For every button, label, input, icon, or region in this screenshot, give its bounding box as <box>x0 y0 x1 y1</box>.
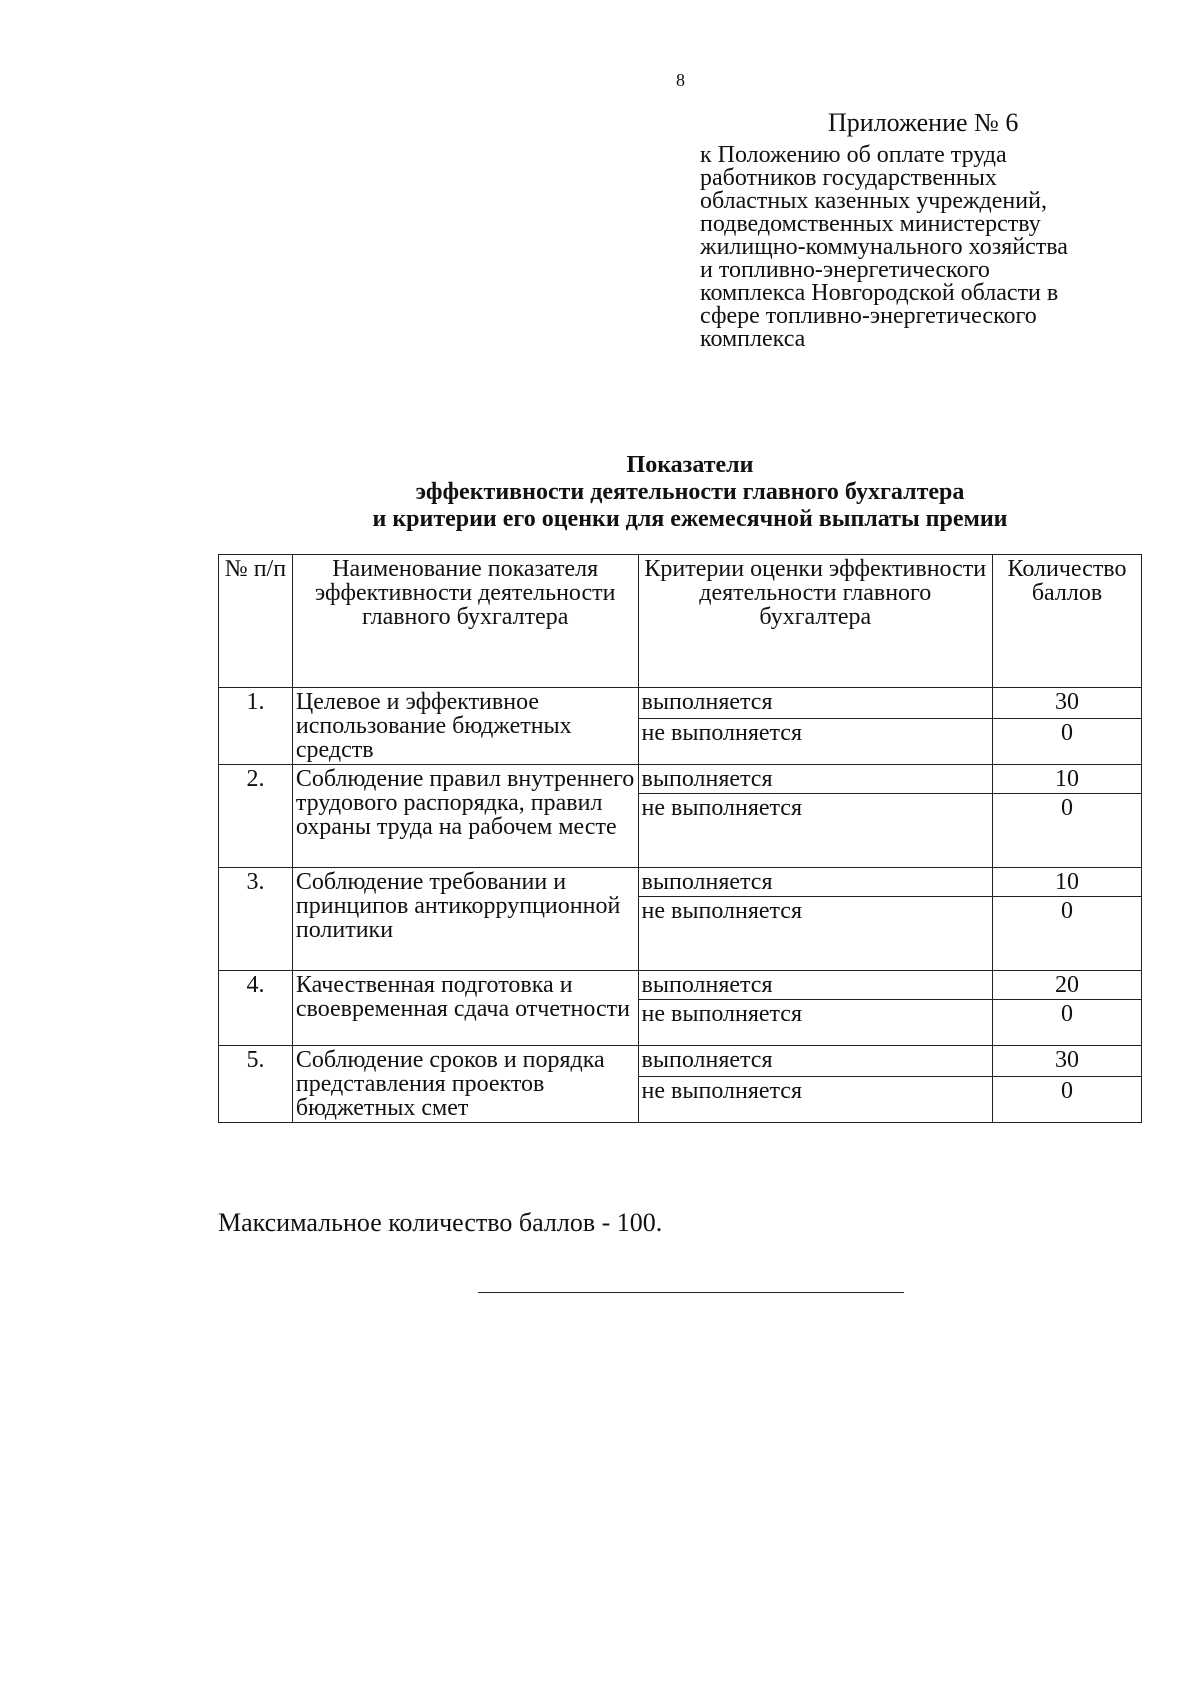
row-number: 4. <box>219 971 293 1046</box>
criterion-points: 0 <box>993 1000 1142 1046</box>
signature-line <box>478 1292 904 1293</box>
criterion-points: 30 <box>993 1046 1142 1077</box>
table-row <box>219 688 1142 719</box>
appendix-line: комплекса Новгородской области в <box>700 280 1059 306</box>
criterion-label: выполняется <box>638 868 993 897</box>
criterion-label: не выполняется <box>638 897 993 971</box>
criterion-label: не выполняется <box>638 1077 993 1123</box>
appendix-line: жилищно-коммунального хозяйства <box>700 234 1068 260</box>
header-criteria: Критерии оценки эффективности деятельности главного бухгалтера <box>638 555 993 688</box>
page-number: 8 <box>676 70 685 90</box>
row-indicator-name: Целевое и эффективное использование бюджетных средств <box>292 688 638 765</box>
row-number: 2. <box>219 765 293 868</box>
criterion-points: 30 <box>993 688 1142 719</box>
row-indicator-name: Соблюдение сроков и порядка представления проектов бюджетных смет <box>292 1046 638 1123</box>
document-title <box>200 452 1180 533</box>
criterion-label: выполняется <box>638 765 993 794</box>
appendix-line: и топливно-энергетического <box>700 257 990 283</box>
appendix-line: сфере топливно-энергетического <box>700 303 1037 329</box>
criterion-points: 10 <box>993 765 1142 794</box>
criteria-table <box>218 554 1142 1123</box>
appendix-line: работников государственных <box>700 165 997 191</box>
title-line: эффективности деятельности главного бухгалтера <box>415 479 965 505</box>
appendix-title: Приложение № 6 <box>828 108 1019 137</box>
appendix-reference <box>700 144 1170 351</box>
row-indicator-name: Качественная подготовка и своевременная сдача отчетности <box>292 971 638 1046</box>
appendix-line: комплекса <box>700 326 806 352</box>
header-num: № п/п <box>219 555 293 688</box>
table-row <box>219 868 1142 897</box>
row-number: 5. <box>219 1046 293 1123</box>
appendix-line: к Положению об оплате труда <box>700 142 1007 168</box>
row-indicator-name: Соблюдение требовании и принципов антикоррупционной политики <box>292 868 638 971</box>
header-name: Наименование показателя эффективности деятельности главного бухгалтера <box>292 555 638 688</box>
criterion-points: 0 <box>993 1077 1142 1123</box>
criterion-points: 10 <box>993 868 1142 897</box>
row-number: 1. <box>219 688 293 765</box>
appendix-line: подведомственных министерству <box>700 211 1041 237</box>
criterion-points: 0 <box>993 719 1142 765</box>
table-header-row <box>219 555 1142 688</box>
row-indicator-name: Соблюдение правил внутреннего трудового распорядка, правил охраны труда на рабочем месте <box>292 765 638 868</box>
criterion-label: выполняется <box>638 971 993 1000</box>
criterion-label: не выполняется <box>638 794 993 868</box>
criterion-points: 0 <box>993 897 1142 971</box>
table-row <box>219 971 1142 1000</box>
criterion-label: выполняется <box>638 688 993 719</box>
max-points-note: Максимальное количество баллов - 100. <box>218 1208 663 1237</box>
title-line: и критерии его оценки для ежемесячной выплаты премии <box>372 506 1008 532</box>
criterion-points: 0 <box>993 794 1142 868</box>
criterion-label: выполняется <box>638 1046 993 1077</box>
criterion-label: не выполняется <box>638 719 993 765</box>
table-row <box>219 1046 1142 1077</box>
criterion-points: 20 <box>993 971 1142 1000</box>
header-points: Количество баллов <box>993 555 1142 688</box>
table-row <box>219 765 1142 794</box>
row-number: 3. <box>219 868 293 971</box>
title-line: Показатели <box>626 452 754 478</box>
appendix-block <box>700 108 1170 351</box>
criterion-label: не выполняется <box>638 1000 993 1046</box>
appendix-line: областных казенных учреждений, <box>700 188 1047 214</box>
